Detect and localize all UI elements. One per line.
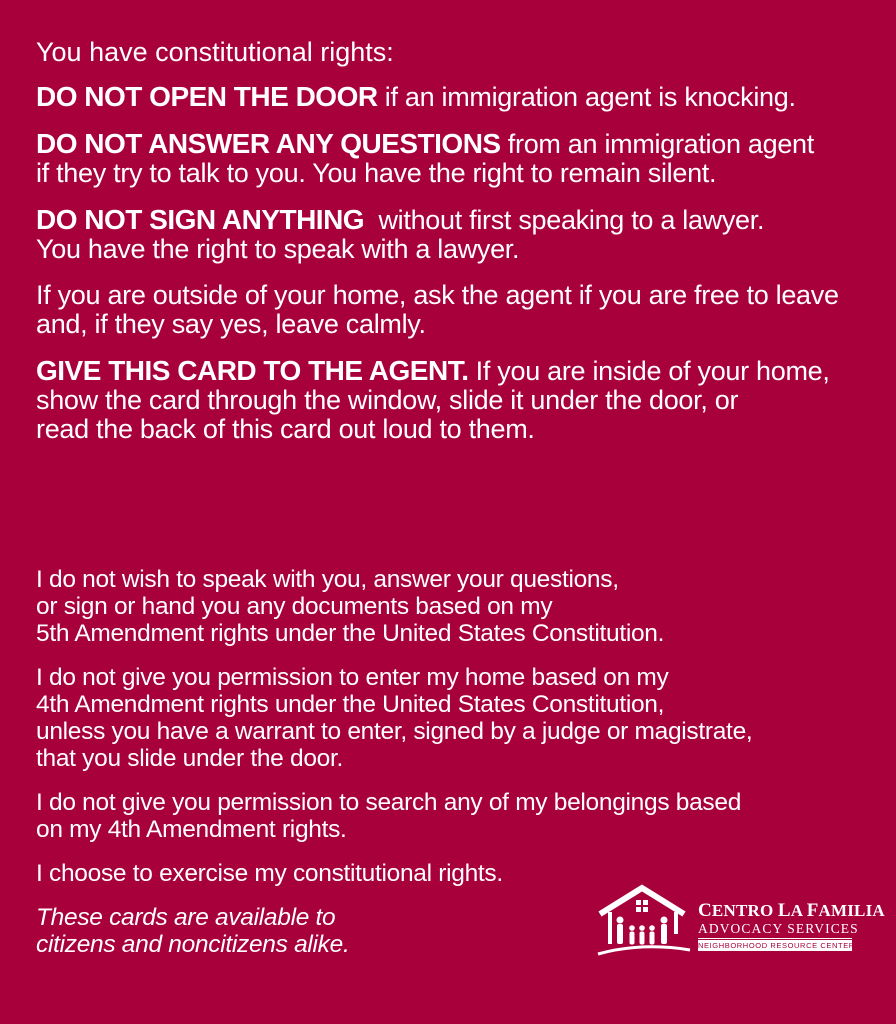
questions-heading: DO NOT ANSWER ANY QUESTIONS bbox=[36, 128, 501, 159]
intro-text: You have constitutional rights: bbox=[36, 37, 394, 67]
questions-paragraph: DO NOT ANSWER ANY QUESTIONS from an immigration agent if they try to talk to you. You have the right to remain silent. bbox=[36, 128, 814, 188]
search-paragraph: I do not give you permission to search any of my belongings based on my 4th Amendment rights. bbox=[36, 789, 742, 843]
choose-rights-text: I choose to exercise my constitutional rights. bbox=[36, 860, 503, 887]
logo-tagline: NEIGHBORHOOD RESOURCE CENTER bbox=[698, 941, 855, 950]
give-card-heading: GIVE THIS CARD TO THE AGENT. bbox=[36, 355, 469, 386]
sign-heading: DO NOT SIGN ANYTHING bbox=[36, 204, 365, 235]
card-front bbox=[36, 36, 876, 461]
centro-la-familia-logo bbox=[594, 884, 885, 964]
house-family-icon bbox=[594, 884, 694, 964]
door-paragraph: DO NOT OPEN THE DOOR if an immigration agent is knocking. bbox=[36, 81, 796, 112]
fifth-amendment-paragraph: I do not wish to speak with you, answer your questions, or sign or hand you any documents based on my 5th Amendment rights under the United States Constitution. bbox=[36, 566, 665, 647]
logo-subtitle: ADVOCACY SERVICES bbox=[698, 921, 859, 936]
fourth-amendment-entry-paragraph: I do not give you permission to enter my home based on my 4th Amendment rights under the United States Constitution, unless you have a warrant to enter, signed by a judge or magistrate, that you slide under the door. bbox=[36, 664, 753, 772]
outside-paragraph: If you are outside of your home, ask the agent if you are free to leave and, if they say yes, leave calmly. bbox=[36, 280, 839, 339]
availability-note: These cards are available to citizens and noncitizens alike. bbox=[36, 904, 350, 958]
door-heading: DO NOT OPEN THE DOOR bbox=[36, 81, 378, 112]
logo-divider bbox=[698, 938, 852, 939]
give-card-paragraph: GIVE THIS CARD TO THE AGENT. If you are inside of your home, show the card through the window, slide it under the door, or read the back of this card out loud to them. bbox=[36, 355, 830, 444]
logo-name: CENTRO LA FAMILIA bbox=[698, 900, 885, 921]
sign-paragraph: DO NOT SIGN ANYTHING without first speaking to a lawyer. You have the right to speak with a lawyer. bbox=[36, 204, 765, 264]
